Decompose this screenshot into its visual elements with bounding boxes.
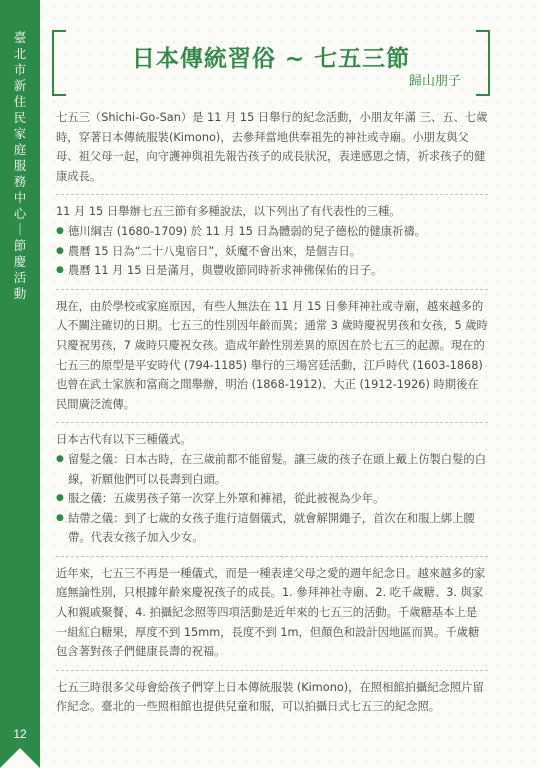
list-item: ● 結帶之儀：到了七歲的女孩子進行這個儀式，就會解開繩子，首次在和服上綁上腰帶。代表女孩子加入少女。 — [56, 509, 488, 548]
ceremonies-intro: 日本古代有以下三種儀式。 — [56, 433, 192, 447]
bullet-icon: ● — [56, 453, 64, 464]
bullet-icon: ● — [56, 512, 64, 523]
bullet-icon: ● — [56, 225, 64, 236]
bullet-icon: ● — [56, 265, 64, 276]
bullet-icon: ● — [56, 493, 64, 504]
divider — [56, 670, 488, 671]
side-band-tip — [0, 748, 40, 768]
page-title: 日本傳統習俗 ~ 七五三節 — [131, 46, 411, 72]
bullet-icon: ● — [56, 245, 64, 256]
list-item: ● 服之儀：五歲男孩子第一次穿上外罩和褲裙，從此被視為少年。 — [56, 489, 488, 509]
list-item: ● 農曆 15 日為“二十八鬼宿日”，妖魔不會出來，是個吉日。 — [56, 242, 488, 262]
divider — [56, 422, 488, 423]
history-paragraph: 現在，由於學校或家庭原因，有些人無法在 11 月 15 日參拜神社或寺廟，越來越多的人不關注確切的日期。七五三的性別因年齡而異；通常 3 歲時慶祝男孩和女孩，5 歲時只慶祝男孩，7 歲時只慶祝女孩。造成年齡性別差異的原因在於七五三的起源。現在的七五三的原型是平安時代 (794-1185) 舉行的三場宮廷活動，江戶時代 (1603-1868) 也曾在武士家族和富商之間舉辦，明治 (1868-1912)、大正 (1912-1926) 時期後在民間廣泛流傳。 — [56, 299, 488, 411]
side-title: 臺北市新住民家庭服務中心｜節慶活動 — [13, 30, 27, 301]
page-number: 12 — [13, 727, 27, 741]
article-body — [56, 108, 488, 717]
divider — [56, 289, 488, 290]
divider — [56, 194, 488, 195]
title-bracket-right — [476, 30, 490, 96]
intro-paragraph: 七五三（Shichi-Go-San）是 11 月 15 日舉行的紀念活動，小朋友年滿 三、五、七歲時，穿著日本傳統服裝(Kimono)，去參拜當地供奉祖先的神社或寺廟。小朋友與父母、祖父母一起，向守護神與祖先報告孩子的成長狀況，表達感恩之情，祈求孩子的健康成長。 — [56, 111, 488, 183]
divider — [56, 556, 488, 557]
photos-paragraph: 七五三時很多父母會給孩子們穿上日本傳統服裝 (Kimono)，在照相館拍攝紀念照片留作紀念。臺北的一些照相館也提供兒童和服，可以拍攝日式七五三的紀念照。 — [56, 680, 484, 714]
list-item: ● 農曆 11 月 15 日是滿月，與豐收節同時祈求神佛保佑的日子。 — [56, 261, 488, 281]
side-band — [0, 0, 40, 768]
list-item: ● 德川綱吉 (1680-1709) 於 11 月 15 日為體弱的兒子德松的健康祈禱。 — [56, 222, 488, 242]
list-item: ● 留髮之儀：日本古時，在三歲前都不能留髮。讓三歲的孩子在頭上戴上仿製白髮的白線，祈願他們可以長壽到白頭。 — [56, 450, 488, 489]
theories-intro: 11 月 15 日舉辦七五三節有多種說法，以下列出了有代表性的三種。 — [56, 205, 401, 219]
title-bracket-left — [52, 30, 66, 96]
modern-paragraph: 近年來，七五三不再是一種儀式，而是一種表達父母之愛的週年紀念日。越來越多的家庭無論性別，只根據年齡來慶祝孩子的成長。1. 參拜神社寺廟、2. 吃千歲糖、3. 與家人和親戚聚餐、4. 拍攝紀念照等四項活動是近年來的七五三的活動。千歲糖基本上是一組紅白糖果，厚度不到 15mm，長度不到 1m，但顏色和設計因地區而異。千歲糖包含著對孩子們健康長壽的祝福。 — [56, 566, 486, 659]
author-name: 歸山朋子 — [408, 74, 461, 89]
